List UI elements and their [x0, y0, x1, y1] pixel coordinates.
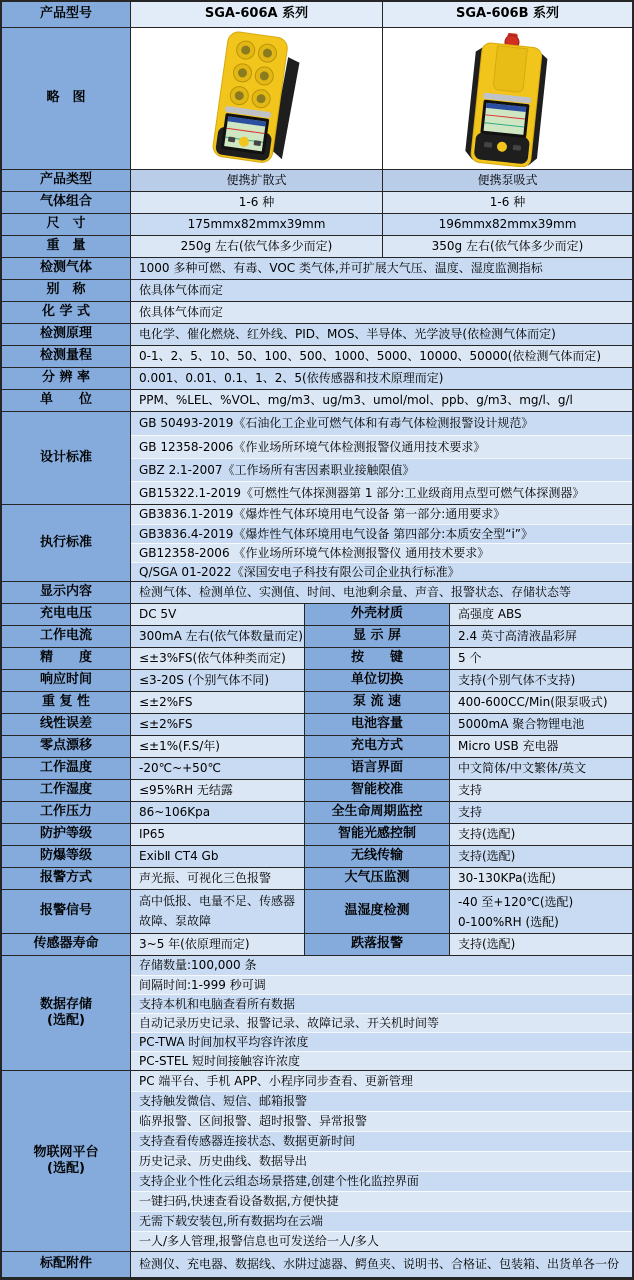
iot-lines [131, 1071, 632, 1252]
row-label: 显示内容 [2, 582, 131, 604]
device-a-illustration [131, 28, 382, 169]
gas-detector-pump-icon [425, 31, 590, 167]
quad-row-5 [2, 714, 632, 736]
spec-row-0 [2, 170, 632, 192]
row-value-right: 2.4 英寸高清液晶彩屏 [450, 626, 632, 648]
feature-line: 自动记录历史记录、报警记录、故障记录、开关机时间等 [131, 1013, 632, 1032]
row-value-left: 高中低报、电量不足、传感器故障、泵故障 [131, 890, 305, 934]
row-value-left: ≤±3%FS(依气体种类而定) [131, 648, 305, 670]
row-label-left: 精 度 [2, 648, 131, 670]
feature-line: 支持本机和电脑查看所有数据 [131, 994, 632, 1013]
row-label-left: 报警方式 [2, 868, 131, 890]
row-label-right: 智能校准 [305, 780, 450, 802]
row-value-left: -20℃~+50℃ [131, 758, 305, 780]
quad-row-7 [2, 758, 632, 780]
row-label: 设计标准 [2, 412, 131, 505]
row-value-left: 3~5 年(依原理而定) [131, 934, 305, 956]
row-label: 重 量 [2, 236, 131, 258]
feature-line: 历史记录、历史曲线、数据导出 [131, 1151, 632, 1171]
row-value-left: IP65 [131, 824, 305, 846]
standard-line: GB 12358-2006《作业场所环境气体检测报警仪通用技术要求》 [131, 435, 632, 458]
feature-line: 一人/多人管理,报警信息也可发送给一人/多人 [131, 1231, 632, 1251]
header-model-a: SGA-606A 系列 [131, 2, 383, 28]
standard-line: Q/SGA 01-2022《深国安电子科技有限公司企业执行标准》 [131, 562, 632, 581]
header-label: 产品型号 [2, 2, 131, 28]
device-b-image-cell [383, 28, 632, 170]
row-label-left: 工作压力 [2, 802, 131, 824]
row-label: 单 位 [2, 390, 131, 412]
value-model-b: 350g 左右(依气体多少而定) [383, 236, 632, 258]
row-value: 检测仪、充电器、数据线、水阱过滤器、鳄鱼夹、说明书、合格证、包装箱、出货单各一份 [131, 1252, 632, 1278]
design_std-row [2, 412, 632, 505]
storage-lines [131, 956, 632, 1071]
quad-row-6 [2, 736, 632, 758]
row-label-optional: (选配) [47, 1013, 85, 1028]
storage-label [2, 956, 131, 1071]
standard-line: GBZ 2.1-2007《工作场所有害因素职业接触限值》 [131, 458, 632, 481]
row-value-right: 400-600CC/Min(限泵吸式) [450, 692, 632, 714]
value-model-a: 175mmx82mmx39mm [131, 214, 383, 236]
row-value-right: 支持(选配) [450, 846, 632, 868]
full-row-5 [2, 368, 632, 390]
row-label-right: 显 示 屏 [305, 626, 450, 648]
row-value-right: 5 个 [450, 648, 632, 670]
row-label: 执行标准 [2, 505, 131, 582]
spec-row-1 [2, 192, 632, 214]
row-value-left: ≤±1%(F.S/年) [131, 736, 305, 758]
row-value-left: DC 5V [131, 604, 305, 626]
row-label-left: 工作电流 [2, 626, 131, 648]
standard-line: GB3836.1-2019《爆炸性气体环境用电气设备 第一部分:通用要求》 [131, 505, 632, 524]
row-label-left: 报警信号 [2, 890, 131, 934]
row-label: 尺 寸 [2, 214, 131, 236]
header-model-b: SGA-606B 系列 [383, 2, 632, 28]
sketch-label: 略 图 [2, 28, 131, 170]
row-label: 检测原理 [2, 324, 131, 346]
spec-row-3 [2, 236, 632, 258]
value-model-a: 250g 左右(依气体多少而定) [131, 236, 383, 258]
feature-line: 支持企业个性化云组态场景搭建,创建个性化监控界面 [131, 1171, 632, 1191]
quad-row-13 [2, 890, 632, 934]
full-row-2 [2, 302, 632, 324]
quad-row-14 [2, 934, 632, 956]
quad-row-10 [2, 824, 632, 846]
row-value-right [450, 890, 632, 934]
row-label: 化 学 式 [2, 302, 131, 324]
row-label-left: 零点漂移 [2, 736, 131, 758]
quad-row-12 [2, 868, 632, 890]
full-row-6 [2, 390, 632, 412]
row-label: 别 称 [2, 280, 131, 302]
row-value-left: 声光振、可视化三色报警 [131, 868, 305, 890]
row-value-left: ≤±2%FS [131, 692, 305, 714]
header-row [2, 2, 632, 28]
feature-line: 支持查看传感器连接状态、数据更新时间 [131, 1131, 632, 1151]
row-label: 气体组合 [2, 192, 131, 214]
row-label-right: 智能光感控制 [305, 824, 450, 846]
exec_std-lines [131, 505, 632, 582]
row-value-right: 高强度 ABS [450, 604, 632, 626]
row-value: 0.001、0.01、0.1、1、2、5(依传感器和技术原理而定) [131, 368, 632, 390]
feature-line: PC-TWA 时间加权平均容许浓度 [131, 1032, 632, 1051]
row-label-right: 充电方式 [305, 736, 450, 758]
row-label-left: 充电电压 [2, 604, 131, 626]
sketch-row [2, 28, 632, 170]
row-value-left: 300mA 左右(依气体数量而定) [131, 626, 305, 648]
row-label-left: 线性误差 [2, 714, 131, 736]
quad-row-11 [2, 846, 632, 868]
standard-line: GB15322.1-2019《可燃性气体探测器第 1 部分:工业级商用点型可燃气体探测器》 [131, 481, 632, 504]
row-label: 产品类型 [2, 170, 131, 192]
value-model-a: 1-6 种 [131, 192, 383, 214]
exec_std-row [2, 505, 632, 582]
display-row [2, 582, 632, 604]
quad-row-9 [2, 802, 632, 824]
row-label-left: 防爆等级 [2, 846, 131, 868]
row-value-left: ≤3-20S (个别气体不同) [131, 670, 305, 692]
standard-line: GB3836.4-2019《爆炸性气体环境用电气设备 第四部分:本质安全型“i”》 [131, 524, 632, 543]
row-value-right: 支持(个别气体不支持) [450, 670, 632, 692]
value-model-b: 便携泵吸式 [383, 170, 632, 192]
full-row-1 [2, 280, 632, 302]
row-label: 分 辨 率 [2, 368, 131, 390]
row-value-right: 中文简体/中文繁体/英文 [450, 758, 632, 780]
quad-row-3 [2, 670, 632, 692]
spec-row-2 [2, 214, 632, 236]
row-value: 依具体气体而定 [131, 302, 632, 324]
row-label-right: 大气压监测 [305, 868, 450, 890]
row-label: 物联网平台 [33, 1144, 99, 1160]
accessories-row [2, 1252, 632, 1278]
quad-row-1 [2, 626, 632, 648]
device-b-illustration [383, 28, 632, 169]
feature-line: PC-STEL 短时间接触容许浓度 [131, 1051, 632, 1070]
row-label-right: 全生命周期监控 [305, 802, 450, 824]
iot-label [2, 1071, 131, 1252]
row-label-right: 按 键 [305, 648, 450, 670]
row-label-left: 传感器寿命 [2, 934, 131, 956]
row-label-right: 跌落报警 [305, 934, 450, 956]
value-line: -40 至+120℃(选配) [458, 894, 574, 909]
feature-line: 一键扫码,快速查看设备数据,方便快捷 [131, 1191, 632, 1211]
feature-line: 临界报警、区间报警、超时报警、异常报警 [131, 1111, 632, 1131]
quad-row-4 [2, 692, 632, 714]
row-label-right: 单位切换 [305, 670, 450, 692]
row-value-left: ≤95%RH 无结露 [131, 780, 305, 802]
standard-line: GB12358-2006 《作业场所环境气体检测报警仪 通用技术要求》 [131, 543, 632, 562]
row-value: 电化学、催化燃烧、红外线、PID、MOS、半导体、光学波导(依检测气体而定) [131, 324, 632, 346]
row-label-right: 无线传输 [305, 846, 450, 868]
quad-row-2 [2, 648, 632, 670]
feature-line: 支持触发微信、短信、邮箱报警 [131, 1091, 632, 1111]
row-value-right: 支持(选配) [450, 824, 632, 846]
row-value-right: Micro USB 充电器 [450, 736, 632, 758]
feature-line: PC 端平台、手机 APP、小程序同步查看、更新管理 [131, 1071, 632, 1091]
row-label-optional: (选配) [47, 1161, 85, 1176]
row-label-right: 电池容量 [305, 714, 450, 736]
device-a-image-cell [131, 28, 383, 170]
row-label: 数据存储 [39, 996, 92, 1012]
row-label: 检测量程 [2, 346, 131, 368]
row-value-right: 30-130KPa(选配) [450, 868, 632, 890]
row-value-right: 支持 [450, 802, 632, 824]
value-model-b: 196mmx82mmx39mm [383, 214, 632, 236]
gas-detector-diffusion-icon [174, 31, 339, 167]
feature-line: 间隔时间:1-999 秒可调 [131, 975, 632, 994]
value-line: 0-100%RH (选配) [458, 914, 559, 929]
row-label-right: 泵 流 速 [305, 692, 450, 714]
full-row-3 [2, 324, 632, 346]
row-label-left: 重 复 性 [2, 692, 131, 714]
row-value: 依具体气体而定 [131, 280, 632, 302]
row-label: 标配附件 [2, 1252, 131, 1278]
row-label-left: 工作湿度 [2, 780, 131, 802]
row-value: PPM、%LEL、%VOL、mg/m3、ug/m3、umol/mol、ppb、g/m3、mg/l、g/l [131, 390, 632, 412]
row-label-right: 语言界面 [305, 758, 450, 780]
standard-line: GB 50493-2019《石油化工企业可燃气体和有毒气体检测报警设计规范》 [131, 412, 632, 435]
quad-row-0 [2, 604, 632, 626]
row-value-right: 支持(选配) [450, 934, 632, 956]
iot-row [2, 1071, 632, 1252]
row-value: 检测气体、检测单位、实测值、时间、电池剩余量、声音、报警状态、存储状态等 [131, 582, 632, 604]
row-label-right: 温湿度检测 [305, 890, 450, 934]
full-row-4 [2, 346, 632, 368]
row-label-right: 外壳材质 [305, 604, 450, 626]
row-label-left: 防护等级 [2, 824, 131, 846]
quad-row-8 [2, 780, 632, 802]
full-row-0 [2, 258, 632, 280]
row-label-left: 工作温度 [2, 758, 131, 780]
feature-line: 存储数量:100,000 条 [131, 956, 632, 975]
row-value-left: 86~106Kpa [131, 802, 305, 824]
value-model-b: 1-6 种 [383, 192, 632, 214]
row-value-left: ≤±2%FS [131, 714, 305, 736]
design_std-lines [131, 412, 632, 505]
row-value: 0-1、2、5、10、50、100、500、1000、5000、10000、50000(依检测气体而定) [131, 346, 632, 368]
row-value-left: ExibⅡ CT4 Gb [131, 846, 305, 868]
row-value-right: 支持 [450, 780, 632, 802]
value-model-a: 便携扩散式 [131, 170, 383, 192]
row-label-left: 响应时间 [2, 670, 131, 692]
row-label: 检测气体 [2, 258, 131, 280]
row-value: 1000 多种可燃、有毒、VOC 类气体,并可扩展大气压、温度、湿度监测指标 [131, 258, 632, 280]
storage-row [2, 956, 632, 1071]
feature-line: 无需下载安装包,所有数据均在云端 [131, 1211, 632, 1231]
row-value-right: 5000mA 聚合物锂电池 [450, 714, 632, 736]
